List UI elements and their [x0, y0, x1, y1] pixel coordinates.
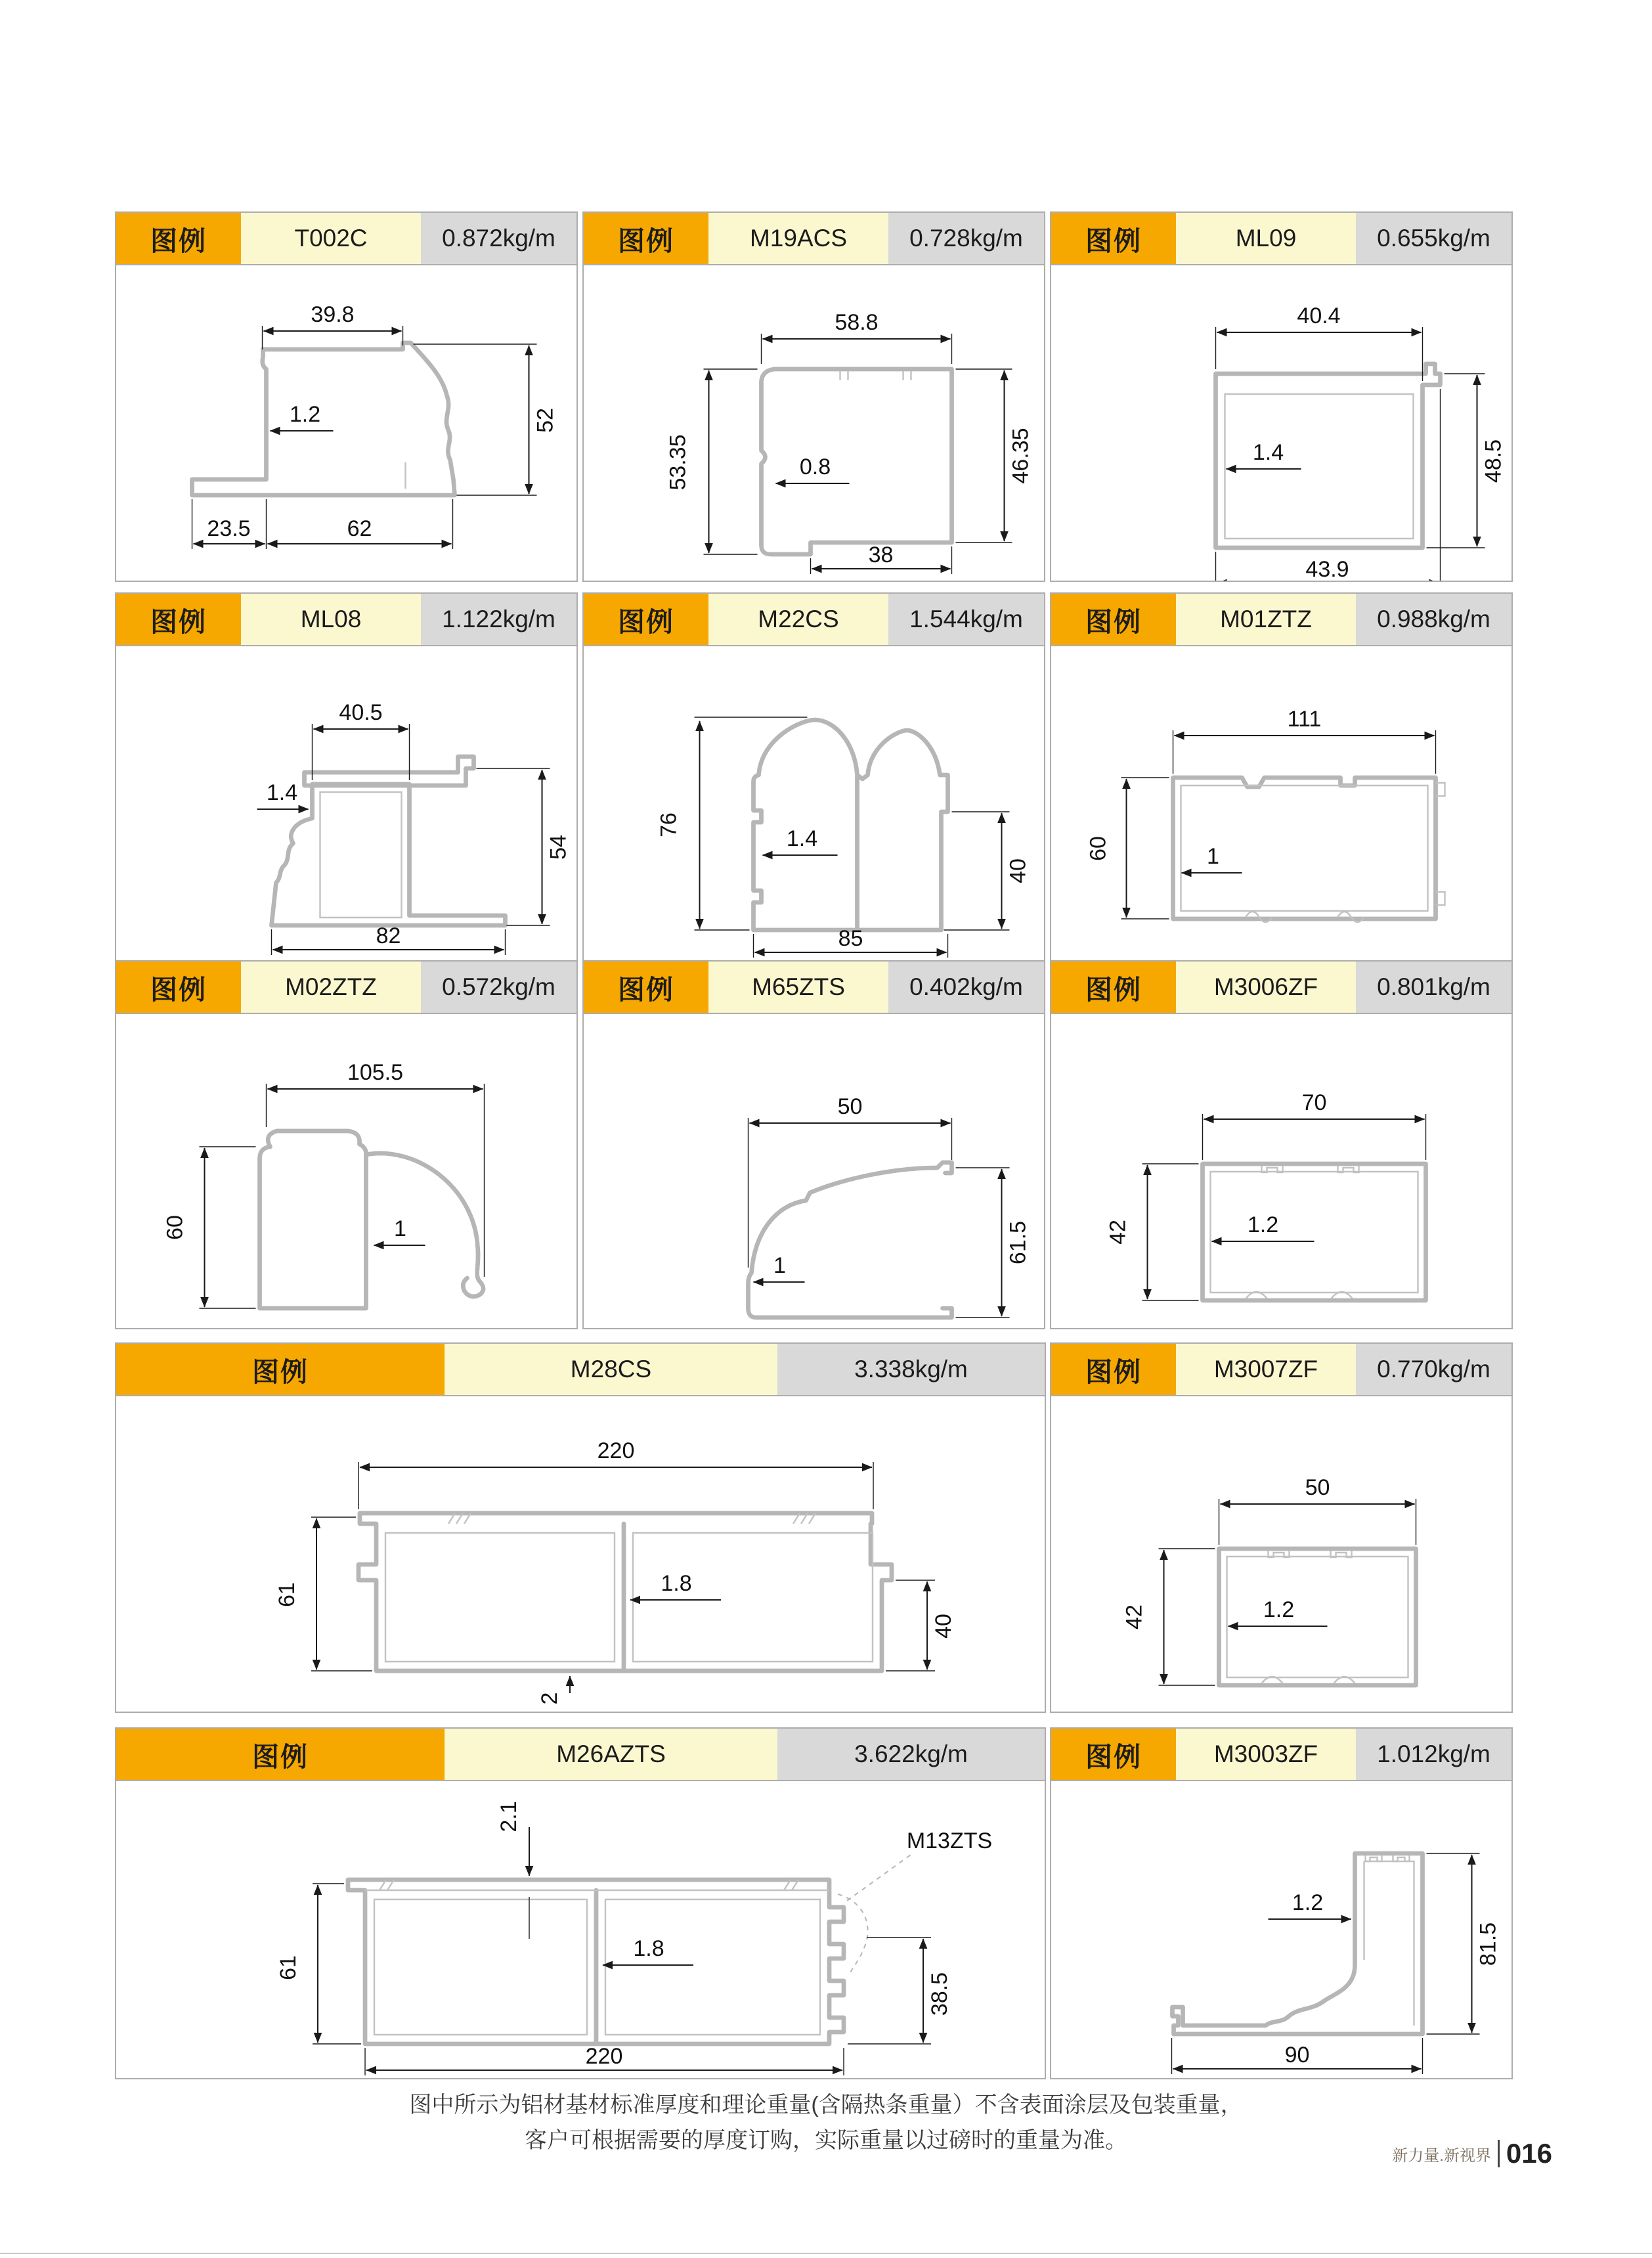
- dim-right: 52: [533, 408, 558, 433]
- profile-card-m65zts: [582, 960, 1045, 1329]
- dim-bottom: 82: [376, 923, 401, 948]
- profile-outline: [749, 1162, 952, 1317]
- dim-right: 61.5: [1005, 1220, 1031, 1265]
- model-cell: ML09: [1176, 213, 1356, 264]
- dim-top: 58.8: [835, 310, 879, 335]
- dim-left: 42: [1121, 1605, 1147, 1629]
- dim-top: 70: [1301, 1090, 1327, 1115]
- card-header: [1051, 1729, 1511, 1781]
- dim-right: 40: [931, 1614, 956, 1639]
- dim-top: 50: [837, 1094, 863, 1119]
- dim-thickness: 1: [773, 1253, 786, 1278]
- profile-outline: [1219, 1549, 1416, 1685]
- weight-cell: 3.338kg/m: [777, 1344, 1045, 1395]
- dim-top-thickness: 2.1: [496, 1801, 521, 1832]
- profile-outline: [1216, 364, 1441, 548]
- card-header: [584, 213, 1044, 265]
- profile-drawing-m19acs: [584, 265, 1044, 581]
- profile-card-m3007zf: [1050, 1342, 1513, 1713]
- dim-bottom: 62: [347, 516, 372, 541]
- model-cell: M3007ZF: [1176, 1344, 1356, 1395]
- profile-curve: [366, 1153, 484, 1296]
- profile-drawing-m22cs: [584, 646, 1044, 960]
- model-cell: M02ZTZ: [241, 962, 421, 1013]
- card-header: [1051, 594, 1511, 646]
- dim-thickness: 1: [394, 1216, 406, 1241]
- profile-drawing-m3003zf: [1051, 1781, 1511, 2078]
- card-header: [116, 1344, 1045, 1396]
- weight-cell: 0.988kg/m: [1356, 594, 1511, 645]
- dim-thickness: 1.2: [289, 402, 321, 427]
- model-cell: M01ZTZ: [1176, 594, 1356, 645]
- profile-drawing-m01ztz: [1051, 646, 1511, 960]
- dim-bottom: 85: [838, 926, 863, 951]
- mate-profile-label: M13ZTS: [906, 1828, 993, 1853]
- profile-drawing-m65zts: [584, 1014, 1044, 1328]
- dim-left: 42: [1105, 1220, 1131, 1245]
- profile-card-m02ztz: [115, 960, 578, 1329]
- dim-bottom: 43.9: [1305, 557, 1349, 581]
- weight-cell: 0.572kg/m: [421, 962, 576, 1013]
- dim-thickness: 1.2: [1247, 1212, 1279, 1237]
- card-header: [1051, 1344, 1511, 1396]
- weight-cell: 0.655kg/m: [1356, 213, 1511, 264]
- dim-right: 40: [1005, 858, 1031, 883]
- dim-top: 40.4: [1297, 303, 1341, 328]
- profile-card-m22cs: [582, 592, 1045, 962]
- legend-cell: 图例: [1051, 962, 1176, 1013]
- profile-outline: [1203, 1164, 1426, 1300]
- dim-right: 48.5: [1481, 439, 1506, 483]
- model-cell: M19ACS: [708, 213, 888, 264]
- card-header: [116, 1729, 1045, 1781]
- weight-cell: 0.801kg/m: [1356, 962, 1511, 1013]
- dim-bottom: 38: [868, 542, 894, 567]
- legend-cell: 图例: [1051, 1729, 1176, 1780]
- legend-cell: 图例: [1051, 213, 1176, 264]
- card-header: [116, 594, 576, 646]
- profile-card-m19acs: [582, 211, 1045, 582]
- dim-bottom-left: 23.5: [207, 516, 251, 541]
- dim-left: 53.35: [665, 434, 691, 491]
- dim-left: 60: [162, 1215, 188, 1240]
- legend-cell: 图例: [116, 594, 241, 645]
- model-cell: M3003ZF: [1176, 1729, 1356, 1780]
- dim-left: 76: [656, 812, 682, 837]
- card-header: [116, 962, 576, 1014]
- dim-right: 54: [546, 835, 571, 860]
- model-cell: M28CS: [445, 1344, 777, 1395]
- model-cell: M3006ZF: [1176, 962, 1356, 1013]
- profile-drawing-m28cs: [116, 1396, 1045, 1712]
- model-cell: M22CS: [708, 594, 888, 645]
- dim-left: 61: [276, 1955, 301, 1980]
- dim-bottom: 220: [585, 2044, 623, 2069]
- profile-outline: [272, 784, 506, 925]
- profile-drawing-ml09: [1051, 265, 1511, 581]
- legend-cell: 图例: [116, 213, 241, 264]
- weight-cell: 0.872kg/m: [421, 213, 576, 264]
- dim-thickness: 1.8: [633, 1936, 664, 1961]
- profile-outline: [192, 343, 455, 495]
- model-cell: ML08: [241, 594, 421, 645]
- profile-drawing-ml08: [116, 646, 576, 960]
- dim-left: 61: [274, 1582, 299, 1607]
- weight-cell: 0.402kg/m: [888, 962, 1044, 1013]
- legend-cell: 图例: [1051, 594, 1176, 645]
- dim-bottom-thickness: 2: [537, 1692, 562, 1705]
- card-header: [584, 962, 1044, 1014]
- profile-outline: [260, 1131, 366, 1308]
- dim-left: 60: [1085, 836, 1111, 861]
- legend-cell: 图例: [1051, 1344, 1176, 1395]
- dim-top: 220: [597, 1438, 635, 1463]
- card-header: [584, 594, 1044, 646]
- profile-card-m01ztz: [1050, 592, 1513, 962]
- profile-card-ml09: [1050, 211, 1513, 582]
- dim-right: 46.35: [1008, 428, 1033, 484]
- legend-cell: 图例: [584, 213, 708, 264]
- profile-card-ml08: [115, 592, 578, 962]
- model-cell: T002C: [241, 213, 421, 264]
- card-header: [1051, 962, 1511, 1014]
- legend-cell: 图例: [584, 962, 708, 1013]
- dim-thickness: 1.4: [786, 826, 818, 851]
- dim-top: 50: [1305, 1475, 1330, 1500]
- page-number: 016: [1498, 2140, 1552, 2167]
- dim-top: 39.8: [311, 302, 355, 327]
- weight-cell: 3.622kg/m: [777, 1729, 1045, 1780]
- dim-thickness: 0.8: [799, 454, 831, 479]
- dim-top: 111: [1287, 707, 1322, 732]
- dim-right: 38.5: [927, 1972, 952, 2016]
- card-header: [1051, 213, 1511, 265]
- dim-thickness: 1.4: [1252, 440, 1284, 465]
- page-bottom-rule: [0, 2253, 1652, 2254]
- dim-thickness: 1.4: [266, 780, 298, 805]
- legend-cell: 图例: [116, 1344, 445, 1395]
- weight-cell: 0.770kg/m: [1356, 1344, 1511, 1395]
- legend-cell: 图例: [116, 1729, 445, 1780]
- weight-cell: 1.012kg/m: [1356, 1729, 1511, 1780]
- weight-cell: 1.122kg/m: [421, 594, 576, 645]
- footer-note-line1: 图中所示为铝材基材标准厚度和理论重量(含隔热条重量）不含表面涂层及包装重量，: [409, 2092, 1243, 2117]
- profile-drawing-t002c: [116, 265, 576, 581]
- card-header: [116, 213, 576, 265]
- legend-cell: 图例: [584, 594, 708, 645]
- profile-card-m3006zf: [1050, 960, 1513, 1329]
- profile-drawing-m26azts: [116, 1781, 1045, 2078]
- dim-thickness: 1: [1207, 844, 1219, 869]
- profile-card-m3003zf: [1050, 1727, 1513, 2079]
- dim-top: 40.5: [339, 700, 383, 725]
- profile-card-t002c: [115, 211, 578, 582]
- dim-thickness: 1.8: [661, 1571, 692, 1596]
- profile-outline: [1173, 1853, 1423, 2034]
- dim-thickness: 1.2: [1292, 1890, 1324, 1915]
- weight-cell: 0.728kg/m: [888, 213, 1044, 264]
- profile-drawing-m02ztz: [116, 1014, 576, 1328]
- profile-drawing-m3006zf: [1051, 1014, 1511, 1328]
- dim-bottom: 90: [1284, 2043, 1310, 2068]
- page-footer: [1392, 2140, 1552, 2167]
- brand-slogan: 新力量.新视界: [1392, 2146, 1491, 2165]
- legend-cell: 图例: [116, 962, 241, 1013]
- dim-thickness: 1.2: [1263, 1597, 1295, 1622]
- weight-cell: 1.544kg/m: [888, 594, 1044, 645]
- profile-outline: [762, 369, 952, 554]
- model-cell: M65ZTS: [708, 962, 888, 1013]
- profile-card-m28cs: [115, 1342, 1046, 1713]
- dim-top: 105.5: [347, 1060, 404, 1085]
- profile-card-m26azts: [115, 1727, 1046, 2079]
- model-cell: M26AZTS: [445, 1729, 777, 1780]
- dim-right: 81.5: [1475, 1922, 1501, 1966]
- footer-note-line2: 客户可根据需要的厚度订购，实际重量以过磅时的重量为准。: [525, 2128, 1127, 2153]
- profile-drawing-m3007zf: [1051, 1396, 1511, 1712]
